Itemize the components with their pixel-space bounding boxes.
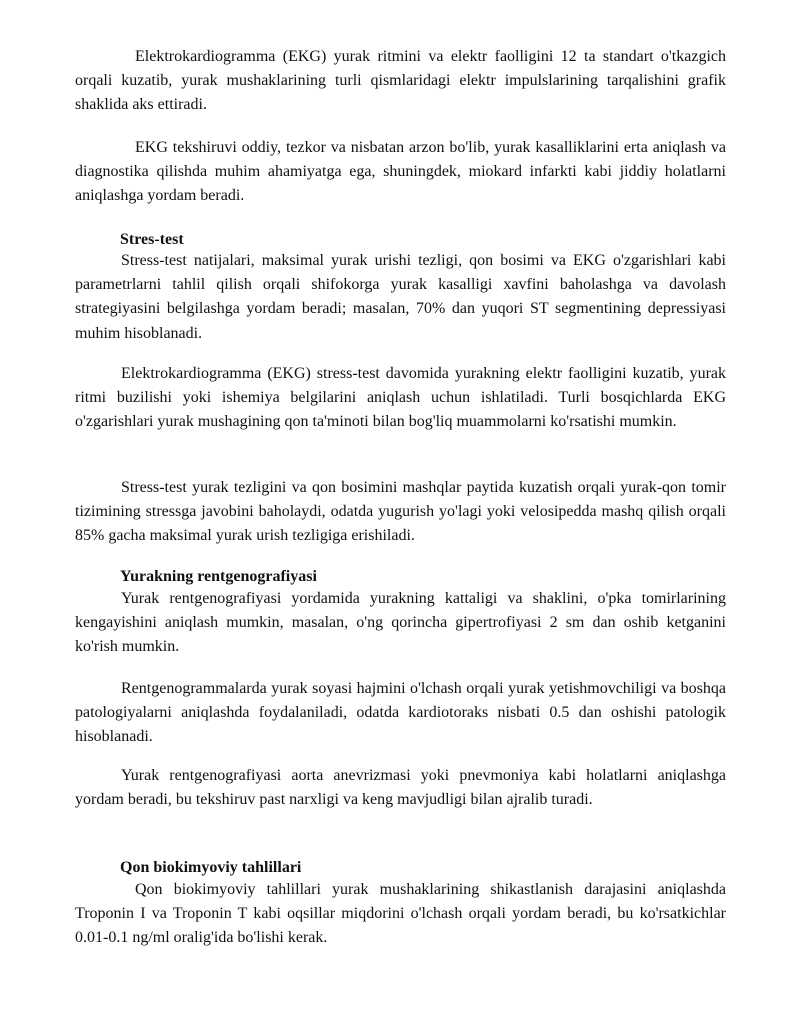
paragraph-text: Stress-test yurak tezligini va qon bosimini mashqlar paytida kuzatish orqali yurak-qon tomir tizimining stressga javobini baholaydi, odatda yugurish yo'lagi yoki velosipedda mashq qilish orqali 85% gacha maksimal yurak urish tezligiga erishiladi. (75, 479, 726, 545)
paragraph-stress-heart-rate (75, 476, 726, 549)
heading-stres-test (75, 229, 726, 251)
heading-biokimyoviy (75, 857, 726, 879)
section-heading: Stres-test (120, 231, 184, 248)
paragraph-ekg-intro (75, 45, 726, 118)
paragraph-text: Qon biokimyoviy tahlillari yurak mushaklarining shikastlanish darajasini aniqlashda Troponin I va Troponin T kabi oqsillar miqdorini o'lchash orqali yordam beradi, bu ko'rsatkichlar 0.01-0.1 ng/ml oralig'ida bo'lishi kerak. (75, 881, 726, 947)
paragraph-text: Rentgenogrammalarda yurak soyasi hajmini o'lchash orqali yurak yetishmovchiligi va boshqa patologiyalarni aniqlashda foydalaniladi, odatda kardiotoraks nisbati 0.5 dan oshishi patologik hisoblanadi. (75, 680, 726, 746)
paragraph-stress-results (75, 249, 726, 346)
paragraph-text: Yurak rentgenografiyasi yordamida yurakning kattaligi va shaklini, o'pka tomirlarining kengayishini aniqlash mumkin, masalan, o'ng qorincha gipertrofiyasi 2 sm dan oshib ketganini ko'rish mumkin. (75, 590, 726, 656)
paragraph-text: EKG tekshiruvi oddiy, tezkor va nisbatan arzon bo'lib, yurak kasalliklarini erta aniqlash va diagnostika qilishda muhim ahamiyatga ega, shuningdek, miokard infarkti kabi jiddiy holatlarni aniqlashga yordam beradi. (75, 139, 726, 205)
section-heading: Qon biokimyoviy tahlillari (120, 859, 302, 876)
paragraph-stress-ekg (75, 362, 726, 435)
paragraph-text: Stress-test natijalari, maksimal yurak urishi tezligi, qon bosimi va EKG o'zgarishlari kabi parametrlarni tahlil qilish orqali shifokorga yurak kasalligi xavfini baholashga va davolash strategiyasini belgilashga yordam beradi; masalan, 70% dan yuqori ST segmentining depressiyasi muhim hisoblanadi. (75, 252, 726, 342)
heading-rentgenografiya (75, 566, 726, 588)
paragraph-text: Elektrokardiogramma (EKG) yurak ritmini va elektr faolligini 12 ta standart o'tkazgich orqali kuzatib, yurak mushaklarining turli qismlaridagi elektr impulslarining tarqalishini grafik shaklida aks ettiradi. (75, 48, 726, 114)
paragraph-xray-size (75, 587, 726, 660)
paragraph-text: Yurak rentgenografiyasi aorta anevrizmasi yoki pnevmoniya kabi holatlarni aniqlashga yordam beradi, bu tekshiruv past narxligi va keng mavjudligi bilan ajralib turadi. (75, 767, 726, 809)
section-heading: Yurakning rentgenografiyasi (120, 568, 317, 585)
paragraph-ekg-advantages (75, 136, 726, 209)
paragraph-xray-shadow (75, 677, 726, 750)
paragraph-troponin (75, 878, 726, 951)
paragraph-xray-aneurysm (75, 764, 726, 812)
paragraph-text: Elektrokardiogramma (EKG) stress-test davomida yurakning elektr faolligini kuzatib, yurak ritmi buzilishi yoki ishemiya belgilarini aniqlash uchun ishlatiladi. Turli bosqichlarda EKG o'zgarishlari yurak mushagining qon ta'minoti bilan bog'liq muammolarni ko'rsatishi mumkin. (75, 365, 726, 431)
